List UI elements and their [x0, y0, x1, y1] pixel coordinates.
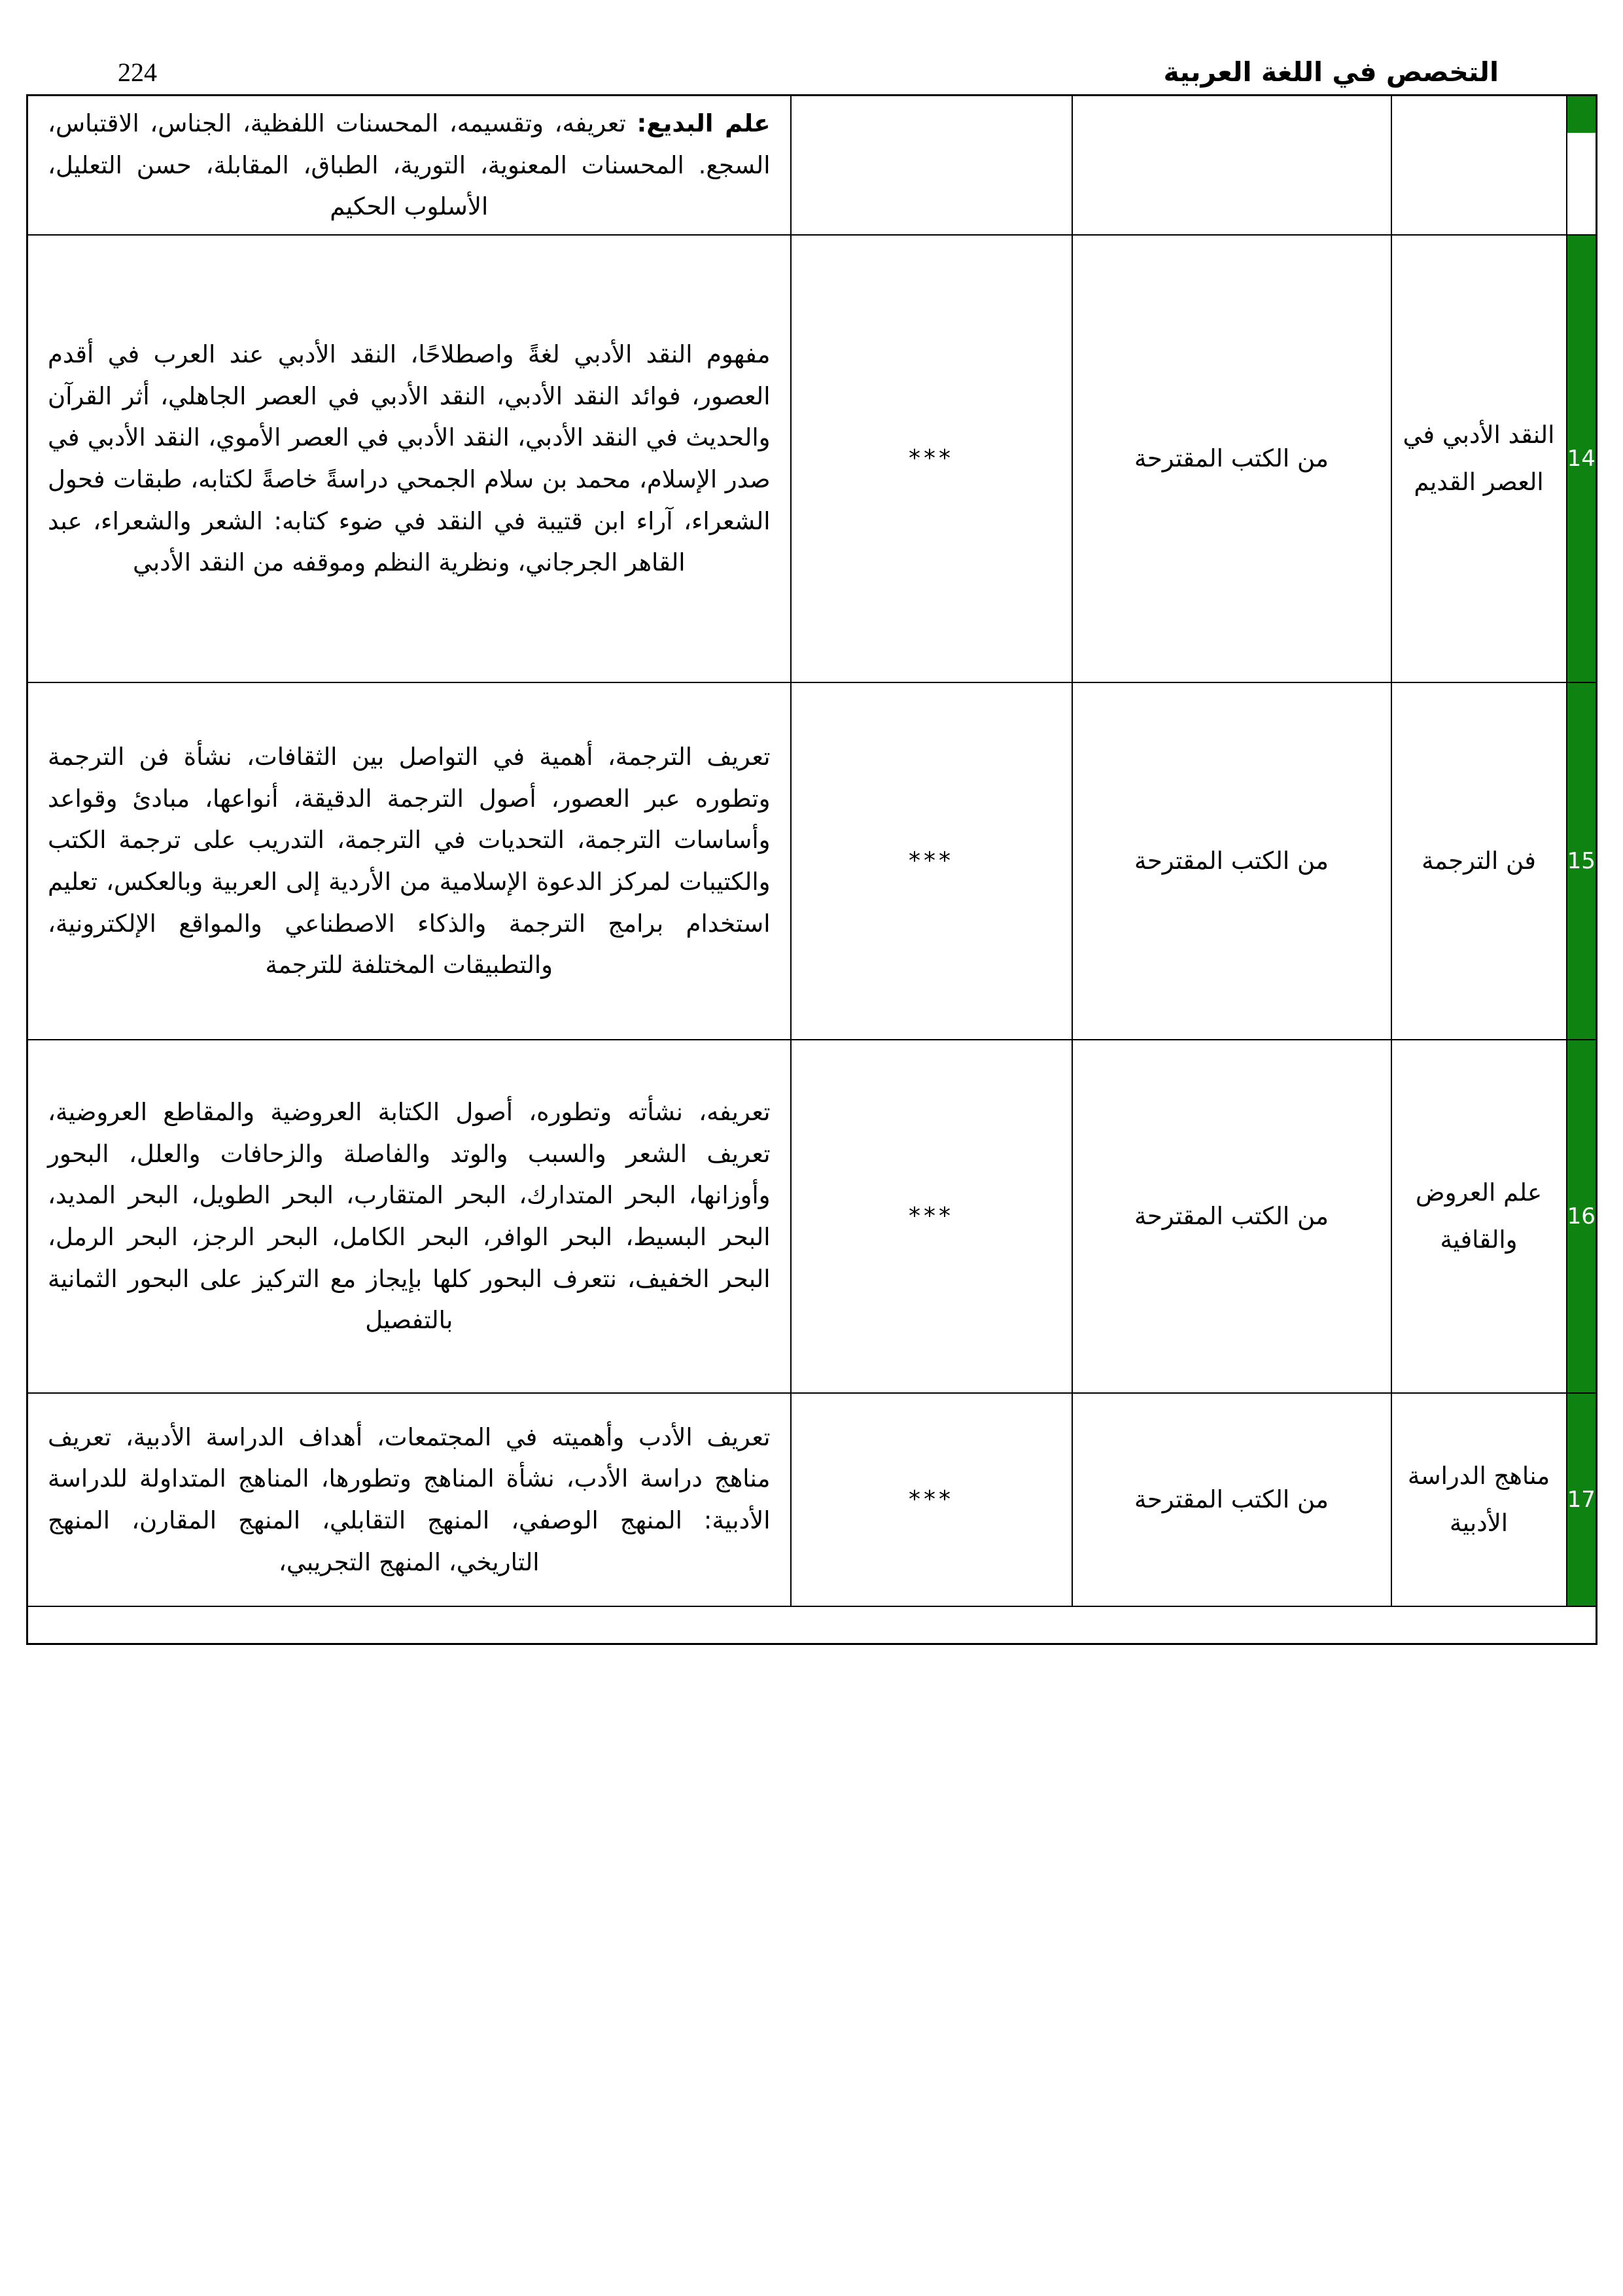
table-row-empty [27, 1606, 1597, 1644]
table-row-15 [27, 682, 1597, 1040]
row-number-badge: 14 [1567, 235, 1597, 682]
description-text: تعريفه، وتقسيمه، المحسنات اللفظية، الجناس، الاقتباس، السجع. المحسنات المعنوية، التورية، الطباق، المقابلة، حسن التعليل، الأسلوب الحكيم [48, 109, 771, 221]
row-number-badge: 15 [1567, 682, 1597, 1040]
subject-cell [1391, 96, 1567, 235]
table-row-16 [27, 1040, 1597, 1393]
table-row-17 [27, 1393, 1597, 1606]
source-cell: من الكتب المقترحة [1072, 1040, 1391, 1393]
header-title: التخصص في اللغة العربية [1163, 56, 1499, 88]
description-text: تعريفه، نشأته وتطوره، أصول الكتابة العروضية والمقاطع العروضية، تعريف الشعر والسبب والوتد والفاصلة والزحافات والعلل، البحور وأوزانها، البحر المتدارك، البحر المتقارب، البحر الطويل، البحر المديد، البحر البسيط، البحر الوافر، البحر الكامل، البحر الرجز، البحر الرمل، البحر الخفيف، نتعرف البحور كلها بإيجاز مع التركيز على البحور الثمانية بالتفصيل [48, 1098, 771, 1335]
green-strip-cap [1567, 96, 1596, 133]
description-text: مفهوم النقد الأدبي لغةً واصطلاحًا، النقد الأدبي عند العرب في أقدم العصور، فوائد النقد الأدبي، النقد الأدبي في العصر الجاهلي، أثر القرآن والحديث في النقد الأدبي، النقد الأدبي في العصر الأموي، النقد الأدبي في صدر الإسلام، محمد بن سلام الجمحي دراسةً خاصةً لكتابه، طبقات فحول الشعراء، آراء ابن قتيبة في النقد في ضوء كتابه: الشعر والشعراء، عبد القاهر الجرجاني، ونظرية النظم وموقفه من النقد الأدبي [48, 340, 771, 577]
description-text: تعريف الترجمة، أهمية في التواصل بين الثقافات، نشأة فن الترجمة وتطوره عبر العصور، أصول الترجمة الدقيقة، أنواعها، مبادئ وقواعد وأساسات الترجمة، التحديات في الترجمة، التدريب على ترجمة الكتب والكتيبات لمركز الدعوة الإسلامية من الأردية إلى العربية وبالعكس، تعليم استخدام برامج الترجمة والذكاء الاصطناعي والمواقع الإلكترونية، والتطبيقات المختلفة للترجمة [48, 743, 771, 980]
source-cell: من الكتب المقترحة [1072, 1393, 1391, 1606]
source-cell [1072, 96, 1391, 235]
source-cell: من الكتب المقترحة [1072, 235, 1391, 682]
stars-cell: *** [791, 682, 1072, 1040]
subject-cell: علم العروض والقافية [1391, 1040, 1567, 1393]
description-text: تعريف الأدب وأهميته في المجتمعات، أهداف الدراسة الأدبية، تعريف مناهج دراسة الأدب، نشأة المناهج وتطورها، المناهج المتداولة للدراسة الأدبية: المنهج الوصفي، المنهج التقابلي، المنهج المقارن، المنهج التاريخي، المنهج التجريبي، [48, 1422, 771, 1576]
subject-cell: فن الترجمة [1391, 682, 1567, 1040]
subject-cell: النقد الأدبي في العصر القديم [1391, 235, 1567, 682]
row-number-cell [1567, 96, 1597, 235]
table-row-continuation [27, 96, 1597, 235]
stars-cell: *** [791, 1040, 1072, 1393]
page-header [0, 0, 1623, 88]
source-cell: من الكتب المقترحة [1072, 682, 1391, 1040]
description-cell [27, 1393, 791, 1606]
empty-row-cell [27, 1606, 1597, 1644]
description-cell [27, 235, 791, 682]
row-number-badge: 17 [1567, 1393, 1597, 1606]
syllabus-table [26, 94, 1597, 1645]
row-number-badge: 16 [1567, 1040, 1597, 1393]
table-row-14 [27, 235, 1597, 682]
description-lead: علم البديع: [637, 109, 771, 137]
stars-cell: *** [791, 235, 1072, 682]
stars-cell [791, 96, 1072, 235]
description-cell [27, 1040, 791, 1393]
description-cell [27, 96, 791, 235]
description-cell [27, 682, 791, 1040]
subject-cell: مناهج الدراسة الأدبية [1391, 1393, 1567, 1606]
page-number: 224 [118, 58, 157, 87]
stars-cell: *** [791, 1393, 1072, 1606]
